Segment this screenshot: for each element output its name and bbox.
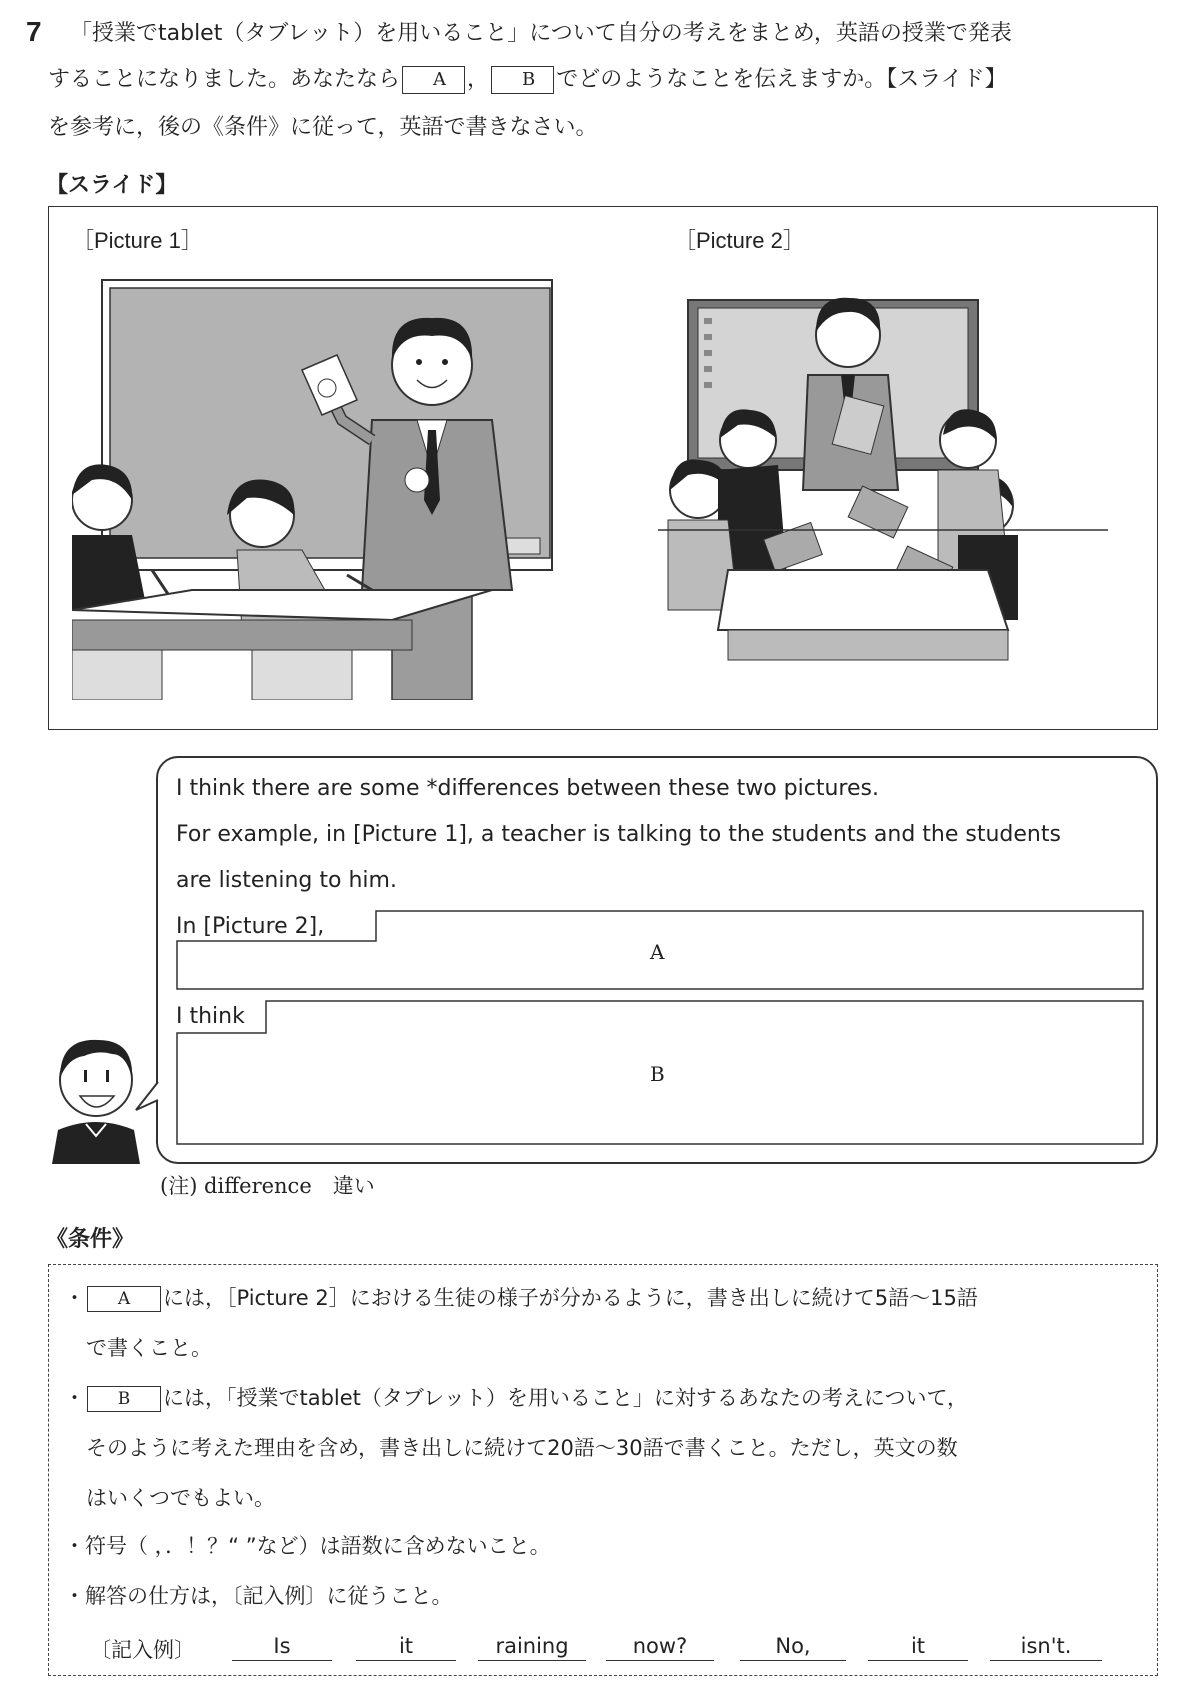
bullet: ・ [64,1286,85,1310]
condition-1 [64,1282,978,1312]
speech-line-1: I think there are some *differences between these two pictures. [176,776,879,801]
condition-1-box: A [87,1286,161,1312]
question-line-2 [48,58,1007,102]
answer-box-b-label: B [650,1062,665,1086]
question-line-2-post: でどのようなことを伝えますか。【スライド】 [556,67,1007,92]
answer-box-a-label: A [650,940,665,964]
picture-1-illustration [72,270,562,700]
group-table [718,570,1008,630]
picture-2-illustration [658,270,1138,700]
condition-2 [64,1382,968,1412]
example-word: isn't. [990,1634,1102,1661]
bullet: ・ [64,1386,85,1410]
conditions-title: 《条件》 [46,1227,135,1252]
inline-box-b: B [491,66,554,94]
student-avatar [48,1020,142,1164]
chair-1 [72,650,162,700]
speech-line-2: For example, in [Picture 1], a teacher is talking to the students and the students [176,822,1061,847]
example-word: No, [740,1634,846,1661]
example-label: 〔記入例〕 [90,1638,195,1662]
example-word: Is [232,1634,332,1661]
condition-4: ・解答の仕方は，〔記入例〕に従うこと。 [64,1584,453,1608]
speech-line-4-prefix: In [Picture 2], [176,914,325,939]
condition-2-box: B [87,1386,161,1412]
condition-1-cont: で書くこと。 [86,1336,212,1360]
picture-2-label: ［Picture 2］ [674,228,805,253]
example-word: now? [606,1634,714,1661]
condition-2-cont-2: はいくつでもよい。 [86,1486,275,1510]
condition-2-cont: そのように考えた理由を含め，書き出しに続けて20語～30語で書くこと。ただし，英文の数 [86,1436,958,1460]
question-line-2-mid: ， [467,67,490,92]
example-word: raining [478,1634,586,1661]
speech-line-3: are listening to him. [176,868,397,893]
question-line-1: 「授業でtablet（タブレット）を用いること」について自分の考えをまとめ，英語の授業で発表 [70,21,1012,46]
inline-box-a: A [402,66,465,94]
conditions-box [48,1264,1158,1676]
slide-label: 【スライド】 [46,173,178,198]
question-number: 7 [26,16,42,47]
desk-front [72,620,412,650]
chair-2 [252,650,352,700]
vocab-note: (注) difference 違い [160,1174,375,1198]
condition-1-text: には，［Picture 2］における生徒の様子が分かるように，書き出しに続けて5語～15語 [163,1286,978,1310]
example-word: it [868,1634,968,1661]
picture-1-label: ［Picture 1］ [72,228,203,253]
example-word: it [356,1634,456,1661]
speech-line-5-prefix: I think [176,1004,245,1029]
condition-3: ・符号（ ，．！？“ ”など）は語数に含めないこと。 [64,1534,551,1558]
condition-2-text: には，「授業でtablet（タブレット）を用いること」に対するあなたの考えについて， [163,1386,969,1410]
question-line-3: を参考に，後の《条件》に従って，英語で書きなさい。 [48,115,598,140]
question-line-2-pre: することになりました。あなたなら [48,67,401,92]
